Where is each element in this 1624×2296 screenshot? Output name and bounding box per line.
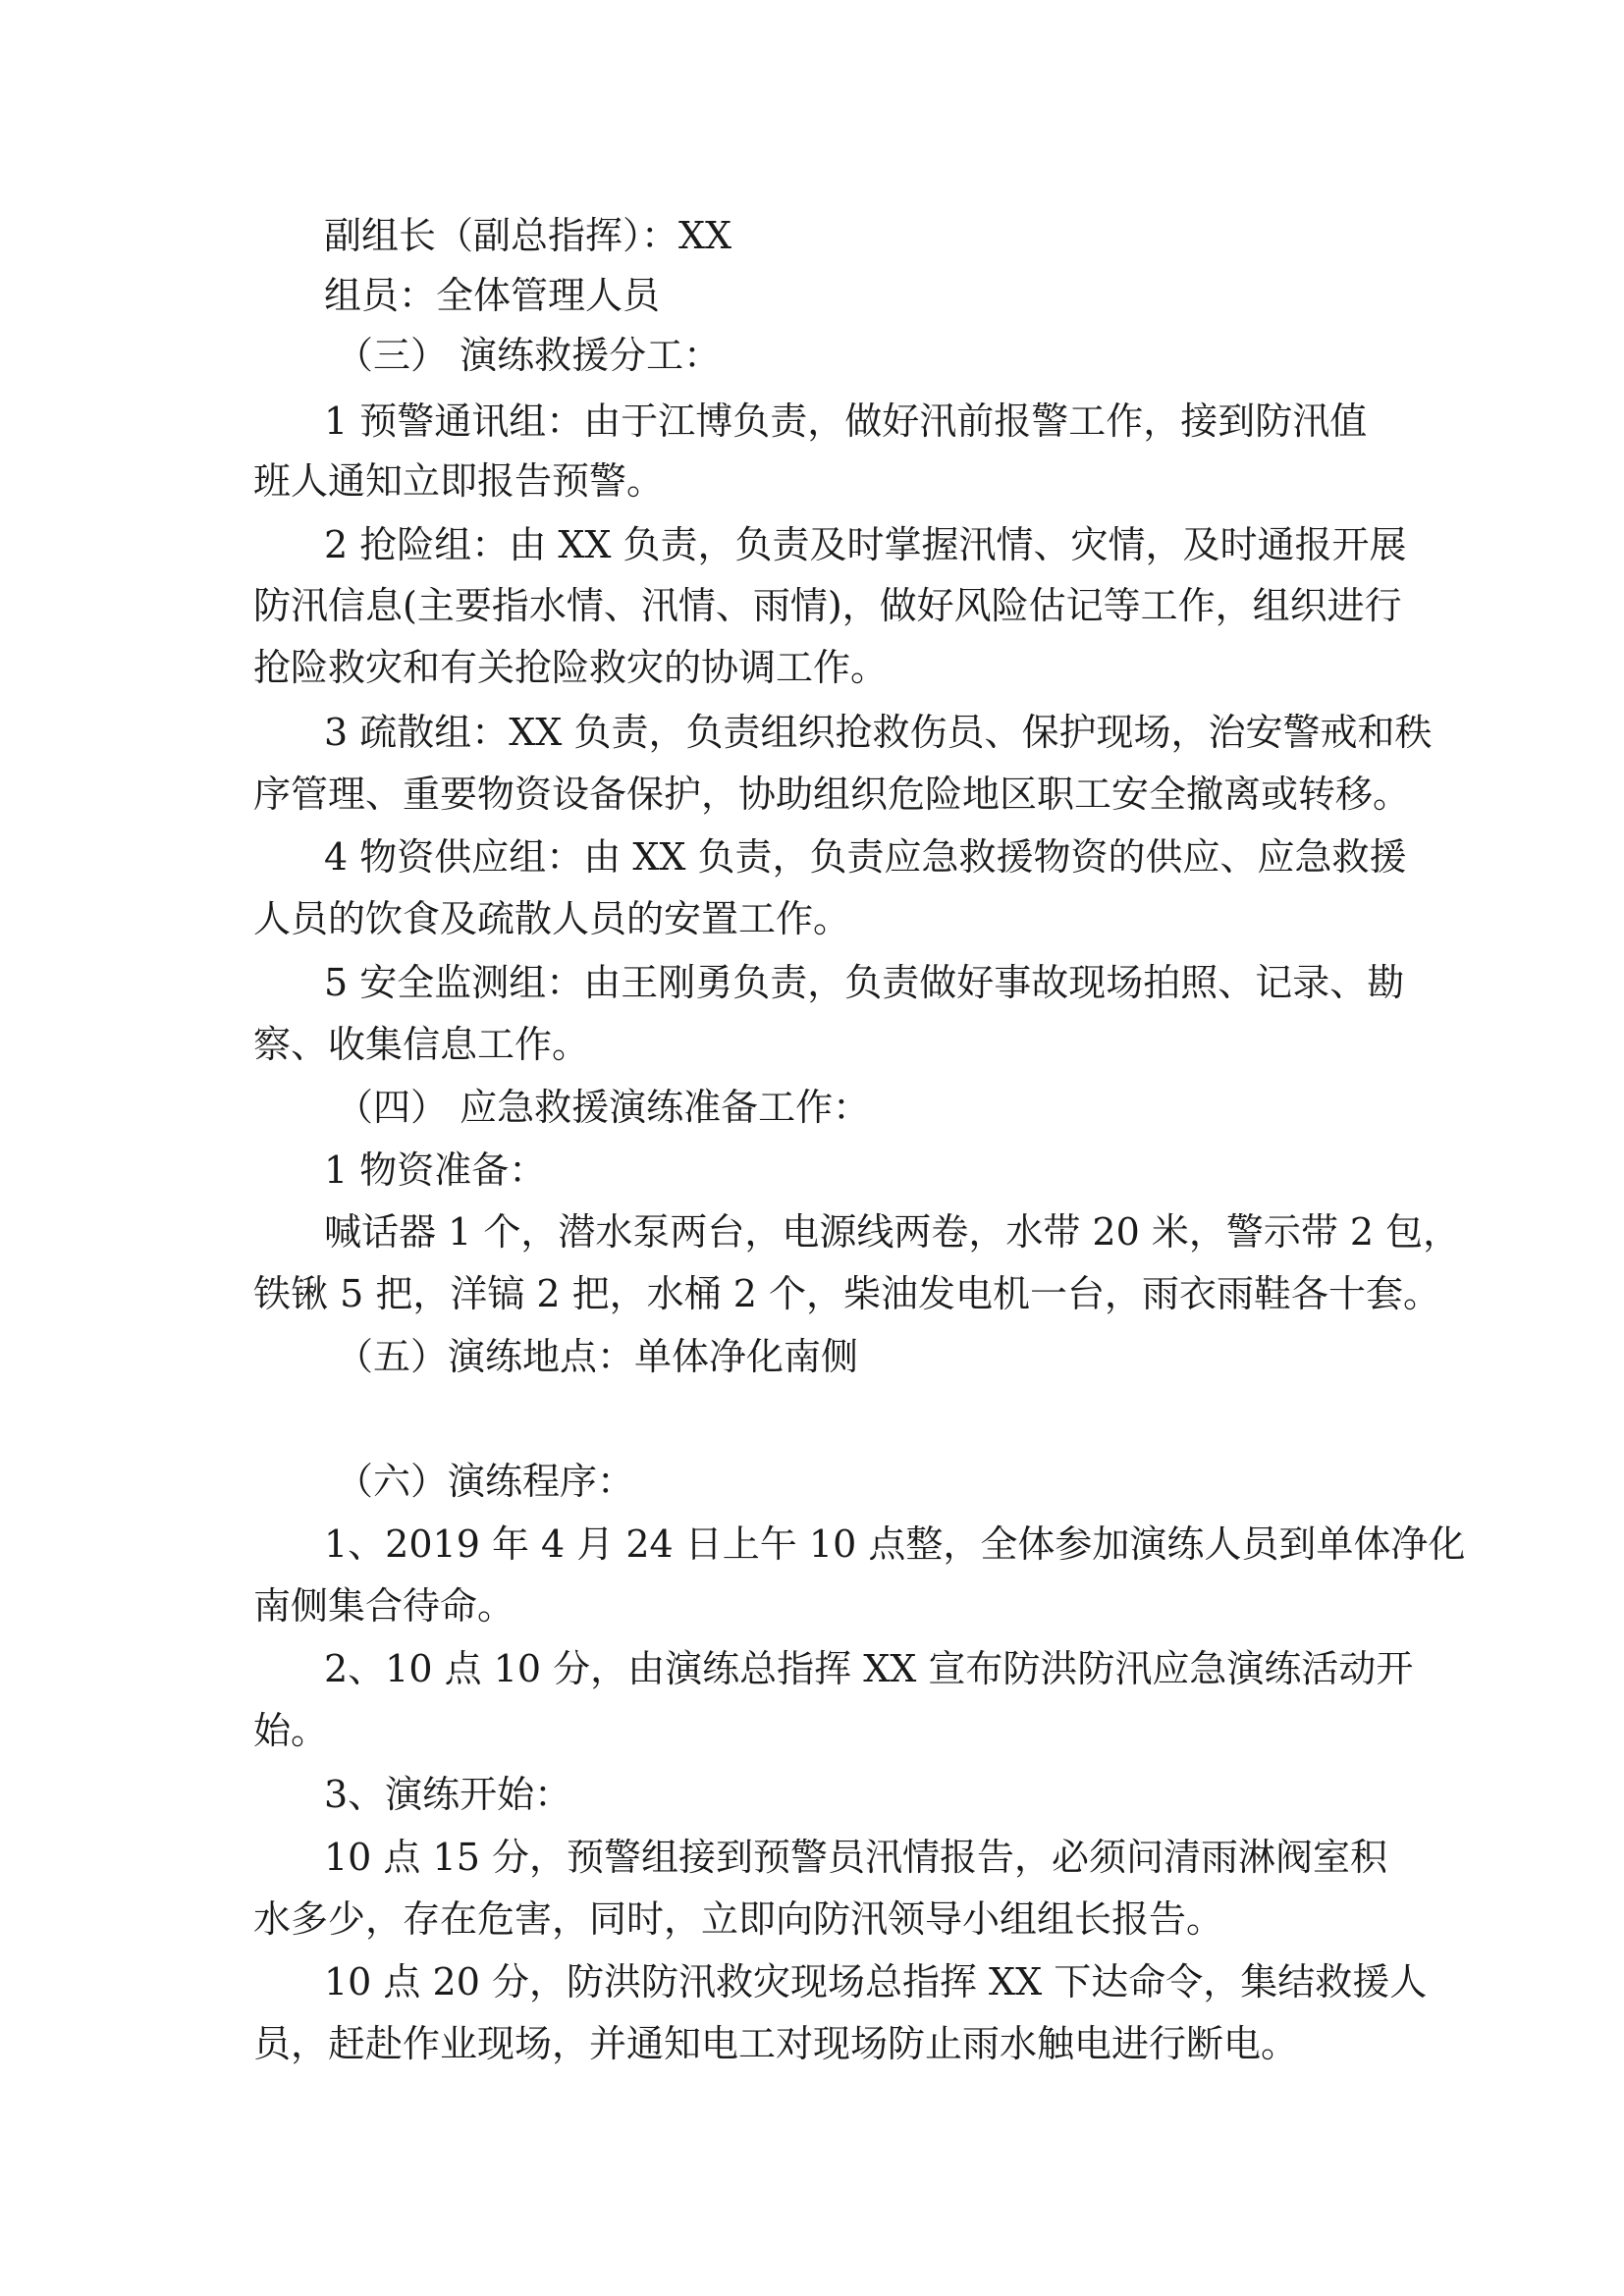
text-line: 员，赶赴作业现场，并通知电工对现场防止雨水触电进行断电。 [253, 2022, 1299, 2065]
text-line: 喊话器 1 个，潜水泵两台，电源线两卷，水带 20 米，警示带 2 包， [324, 1210, 1461, 1254]
text-line: 南侧集合待命。 [253, 1584, 515, 1628]
section-heading-5: （五）演练地点：单体净化南侧 [336, 1335, 859, 1378]
text-line: 2 抢险组：由 XX 负责，负责及时掌握汛情、灾情，及时通报开展 [324, 523, 1407, 566]
section-heading-6: （六）演练程序： [336, 1460, 635, 1503]
text-line: 3、演练开始： [324, 1773, 572, 1816]
text-line: 10 点 15 分，预警组接到预警员汛情报告，必须问清雨淋阀室积 [324, 1836, 1387, 1879]
text-line: 始。 [253, 1709, 329, 1752]
text-line: 班人通知立即报告预警。 [253, 459, 665, 503]
text-line: 3 疏散组：XX 负责，负责组织抢救伤员、保护现场，治安警戒和秩 [324, 711, 1433, 754]
text-line-deputy-leader: 副组长（副总指挥）：XX [324, 214, 732, 257]
text-line: 4 物资供应组：由 XX 负责，负责应急救援物资的供应、应急救援 [324, 835, 1407, 879]
text-line-members: 组员：全体管理人员 [324, 274, 661, 317]
text-line: 1 预警通讯组：由于江博负责，做好汛前报警工作，接到防汛值 [324, 400, 1368, 443]
text-line: 人员的饮食及疏散人员的安置工作。 [253, 897, 851, 940]
text-line: 1 物资准备： [324, 1148, 547, 1192]
text-line: 10 点 20 分，防洪防汛救灾现场总指挥 XX 下达命令，集结救援人 [324, 1960, 1428, 2003]
text-line: 抢险救灾和有关抢险救灾的协调工作。 [253, 646, 889, 689]
text-line: 水多少，存在危害，同时，立即向防汛领导小组组长报告。 [253, 1897, 1224, 1941]
text-line: 5 安全监测组：由王刚勇负责，负责做好事故现场拍照、记录、勘 [324, 961, 1405, 1004]
section-heading-3: （三） 演练救援分工： [336, 334, 722, 377]
section-heading-4: （四） 应急救援演练准备工作： [336, 1086, 871, 1129]
text-line: 铁锹 5 把，洋镐 2 把，水桶 2 个，柴油发电机一台，雨衣雨鞋各十套。 [253, 1272, 1441, 1315]
text-line: 2、10 点 10 分，由演练总指挥 XX 宣布防洪防汛应急演练活动开 [324, 1647, 1414, 1690]
text-line: 1、2019 年 4 月 24 日上午 10 点整，全体参加演练人员到单体净化 [324, 1522, 1466, 1566]
text-line: 防汛信息(主要指水情、汛情、雨情)，做好风险估记等工作，组织进行 [253, 584, 1402, 627]
text-line: 察、收集信息工作。 [253, 1023, 590, 1066]
text-line: 序管理、重要物资设备保护，协助组织危险地区职工安全撤离或转移。 [253, 773, 1411, 816]
